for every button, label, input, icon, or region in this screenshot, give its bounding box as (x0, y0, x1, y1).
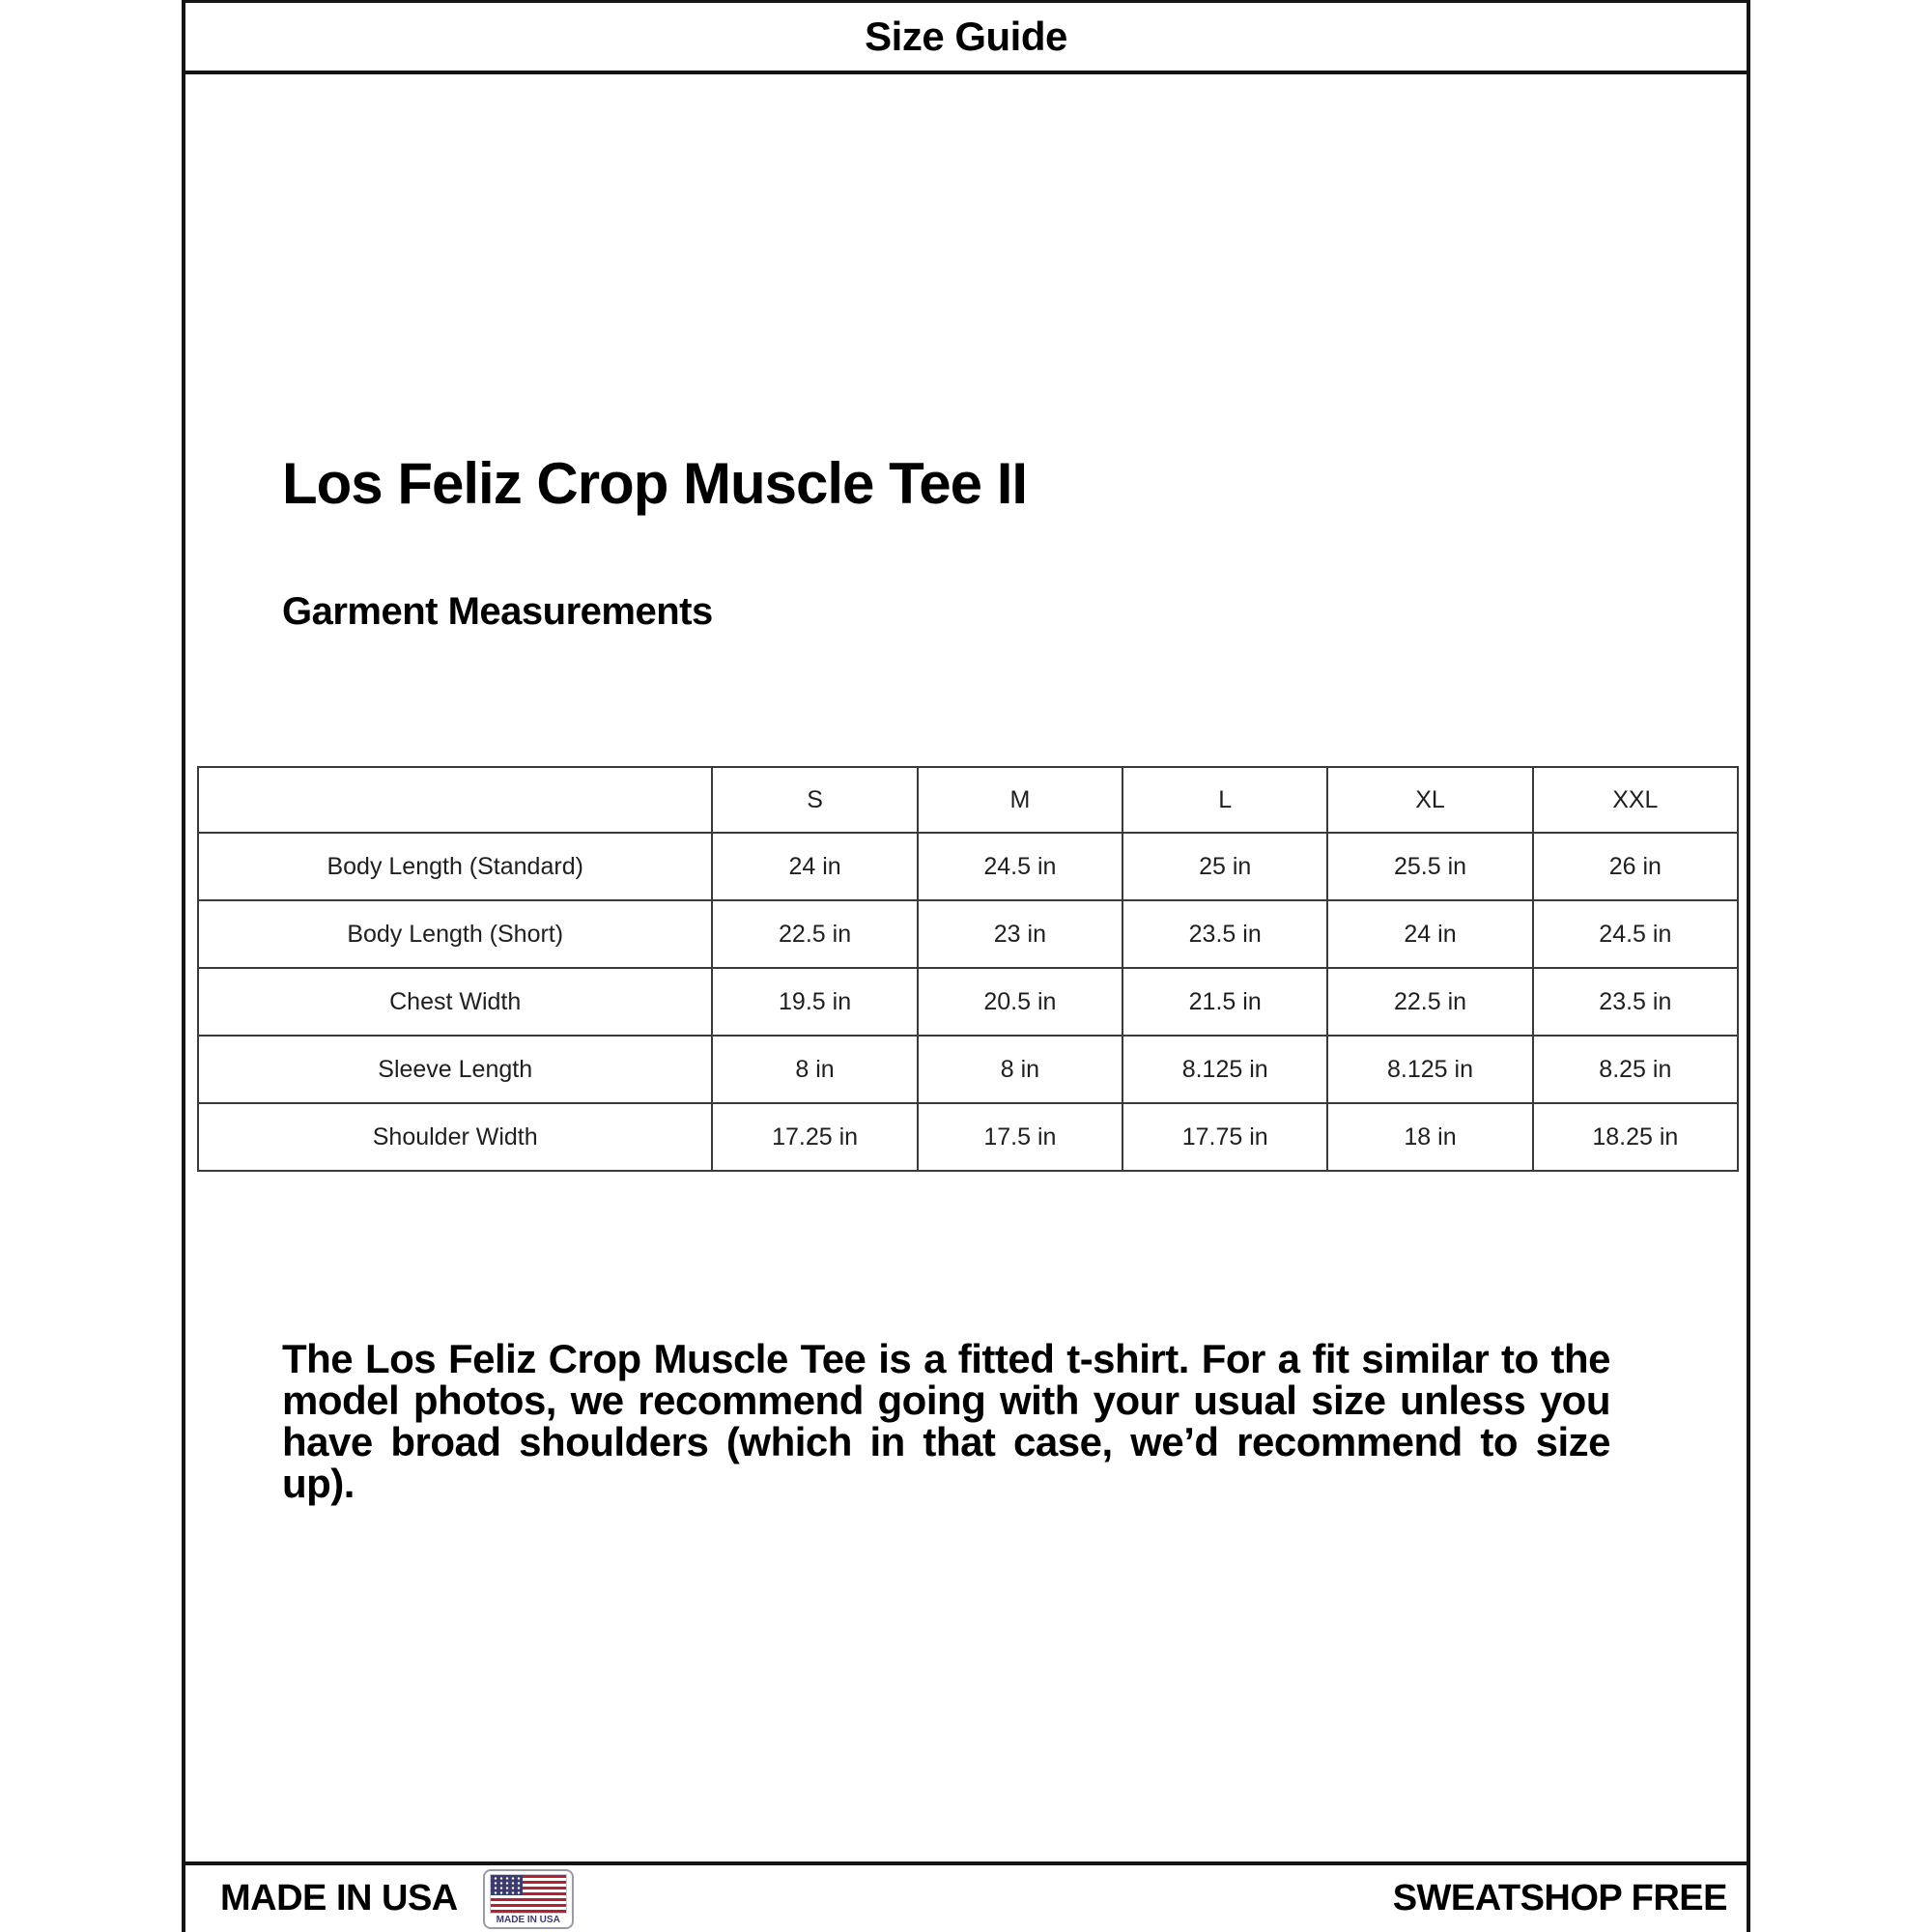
table-cell: 17.75 in (1122, 1103, 1327, 1171)
column-header-l: L (1122, 767, 1327, 833)
table-cell: 18.25 in (1533, 1103, 1738, 1171)
modal-title: Size Guide (865, 14, 1067, 59)
fit-description: The Los Feliz Crop Muscle Tee is a fitted t-shirt. For a fit similar to the model photos, we recommend going with your usual size unless you have broad shoulders (which in that case, we’d recommend to size up). (282, 1336, 1610, 1506)
measurements-table (197, 766, 1739, 1172)
row-label: Chest Width (198, 968, 712, 1036)
row-label: Body Length (Standard) (198, 833, 712, 900)
table-header-row (198, 767, 1738, 833)
row-label: Sleeve Length (198, 1036, 712, 1103)
table-cell: 24.5 in (1533, 900, 1738, 968)
table-row (198, 900, 1738, 968)
made-in-usa-label: MADE IN USA (220, 1878, 458, 1918)
table-cell: 17.5 in (918, 1103, 1122, 1171)
table-cell: 22.5 in (712, 900, 917, 968)
table-cell: 25.5 in (1327, 833, 1532, 900)
table-cell: 26 in (1533, 833, 1738, 900)
table-cell: 18 in (1327, 1103, 1532, 1171)
table-cell: 8.125 in (1327, 1036, 1532, 1103)
table-cell: 23 in (918, 900, 1122, 968)
table-cell: 8.25 in (1533, 1036, 1738, 1103)
usa-flag-stripes (491, 1875, 566, 1913)
column-header-xl: XL (1327, 767, 1532, 833)
table-cell: 8.125 in (1122, 1036, 1327, 1103)
table-cell: 20.5 in (918, 968, 1122, 1036)
table-row (198, 1103, 1738, 1171)
row-label: Shoulder Width (198, 1103, 712, 1171)
table-cell: 23.5 in (1122, 900, 1327, 968)
column-header-m: M (918, 767, 1122, 833)
usa-flag-icon (483, 1869, 574, 1929)
table-cell: 19.5 in (712, 968, 917, 1036)
corner-cell (198, 767, 712, 833)
usa-flag-canton (491, 1875, 523, 1895)
column-header-xxl: XXL (1533, 767, 1738, 833)
section-title: Garment Measurements (282, 590, 713, 633)
table-cell: 8 in (712, 1036, 917, 1103)
column-header-s: S (712, 767, 917, 833)
product-title: Los Feliz Crop Muscle Tee II (282, 451, 1028, 516)
table-cell: 24 in (712, 833, 917, 900)
sweatshop-free-label: SWEATSHOP FREE (1392, 1878, 1727, 1918)
usa-flag-caption: MADE IN USA (496, 1914, 560, 1925)
table-cell: 24.5 in (918, 833, 1122, 900)
table-cell: 24 in (1327, 900, 1532, 968)
table-cell: 25 in (1122, 833, 1327, 900)
made-in-usa-group (220, 1869, 574, 1929)
table-cell: 23.5 in (1533, 968, 1738, 1036)
table-row (198, 1036, 1738, 1103)
row-label: Body Length (Short) (198, 900, 712, 968)
table-cell: 8 in (918, 1036, 1122, 1103)
size-guide-modal (182, 0, 1750, 1932)
table-cell: 21.5 in (1122, 968, 1327, 1036)
table-cell: 17.25 in (712, 1103, 917, 1171)
table-row (198, 968, 1738, 1036)
modal-footer (185, 1861, 1747, 1932)
table-cell: 22.5 in (1327, 968, 1532, 1036)
table-row (198, 833, 1738, 900)
modal-header (185, 3, 1747, 74)
